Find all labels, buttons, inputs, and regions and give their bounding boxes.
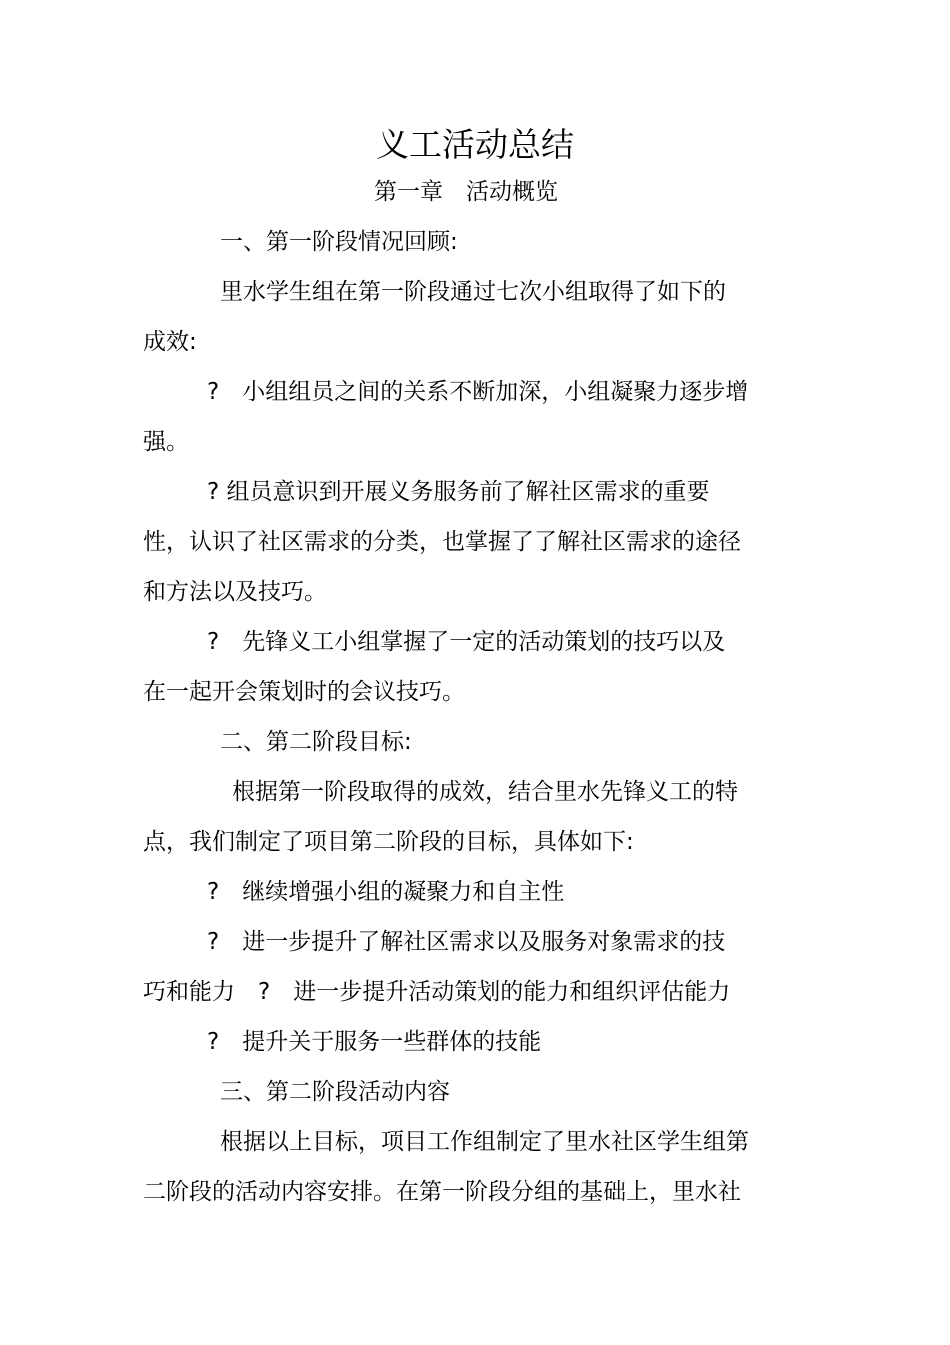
section-heading-1: 一、第一阶段情况回顾:	[220, 229, 458, 255]
paragraph-line: 根据以上目标，项目工作组制定了里水社区学生组第	[220, 1129, 749, 1155]
paragraph-line: 巧和能力 ? 进一步提升活动策划的能力和组织评估能力	[143, 979, 731, 1005]
paragraph-line: 成效:	[143, 329, 197, 355]
section-heading-2: 二、第二阶段目标:	[220, 729, 412, 755]
bullet-line: ? 组员意识到开展义务服务前了解社区需求的重要	[207, 479, 710, 505]
paragraph-line: 里水学生组在第一阶段通过七次小组取得了如下的	[220, 279, 726, 305]
paragraph-line: 根据第一阶段取得的成效，结合里水先锋义工的特	[232, 779, 738, 805]
bullet-line: ? 小组组员之间的关系不断加深，小组凝聚力逐步增	[207, 379, 749, 405]
bullet-line: ? 先锋义工小组掌握了一定的活动策划的技巧以及	[207, 629, 726, 655]
section-heading-3: 三、第二阶段活动内容	[220, 1079, 450, 1105]
bullet-line: ? 提升关于服务一些群体的技能	[207, 1029, 542, 1055]
paragraph-line: 二阶段的活动内容安排。在第一阶段分组的基础上，里水社	[143, 1179, 741, 1205]
paragraph-line: 强。	[143, 429, 189, 455]
bullet-line: ? 继续增强小组的凝聚力和自主性	[207, 879, 565, 905]
chapter-heading: 第一章 活动概览	[374, 179, 558, 205]
bullet-line: ? 进一步提升了解社区需求以及服务对象需求的技	[207, 929, 726, 955]
paragraph-line: 性，认识了社区需求的分类，也掌握了了解社区需求的途径	[143, 529, 741, 555]
paragraph-line: 在一起开会策划时的会议技巧。	[143, 679, 465, 705]
paragraph-line: 点，我们制定了项目第二阶段的目标，具体如下:	[143, 829, 634, 855]
paragraph-line: 和方法以及技巧。	[143, 579, 327, 605]
document-title: 义工活动总结	[376, 125, 574, 164]
